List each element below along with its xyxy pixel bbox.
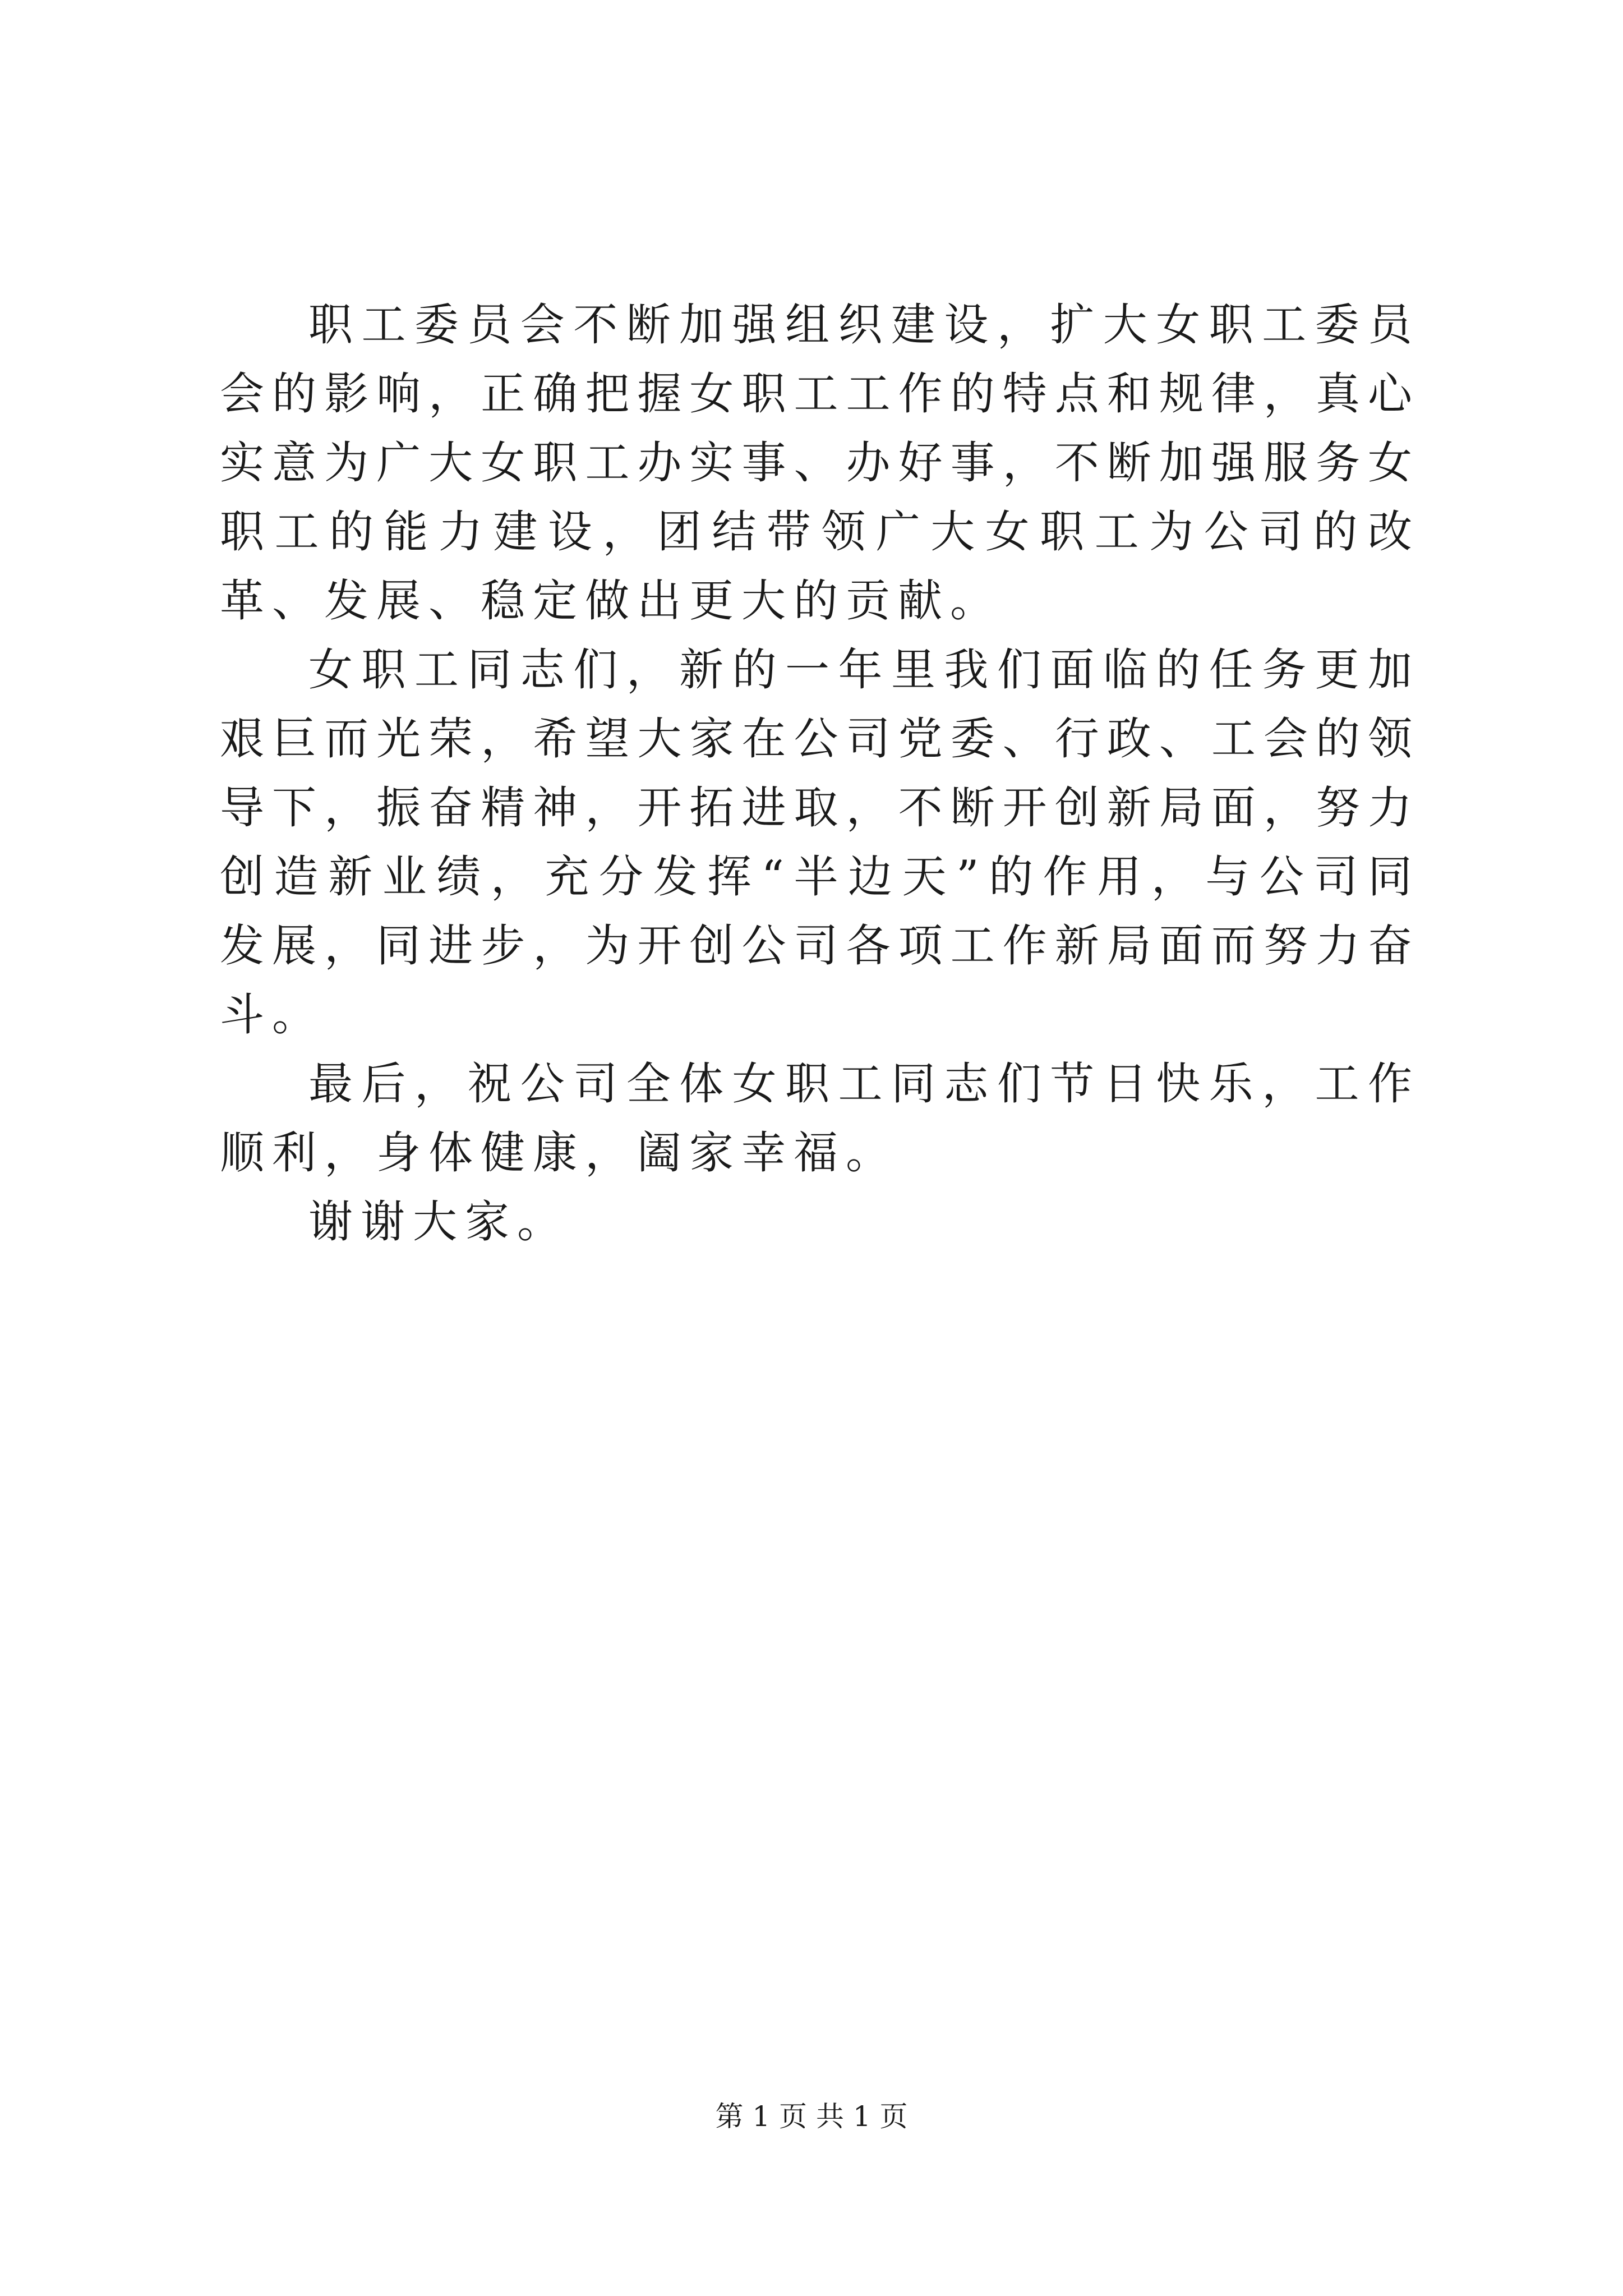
page-number-footer: 第 1 页 共 1 页 [715, 2100, 908, 2133]
paragraph-3: 最后，祝公司全体女职工同志们节日快乐，工作顺利，身体健康，阖家幸福。 [220, 1058, 1420, 1179]
paragraph-2: 女职工同志们，新的一年里我们面临的任务更加艰巨而光荣，希望大家在公司党委、行政、工会的领导下，振奋精神，开拓进取，不断开创新局面，努力创造新业绩，充分发挥“半边天”的作用，与公司同发展，同进步，为开创公司各项工作新局面而努力奋斗。 [220, 644, 1420, 1041]
paragraph-1: 职工委员会不断加强组织建设，扩大女职工委员会的影响，正确把握女职工工作的特点和规律，真心实意为广大女职工办实事、办好事，不断加强服务女职工的能力建设，团结带领广大女职工为公司的改革、发展、稳定做出更大的贡献。 [220, 299, 1420, 627]
paragraph-4: 谢谢大家。 [308, 1196, 569, 1248]
document-body [220, 291, 1420, 1257]
